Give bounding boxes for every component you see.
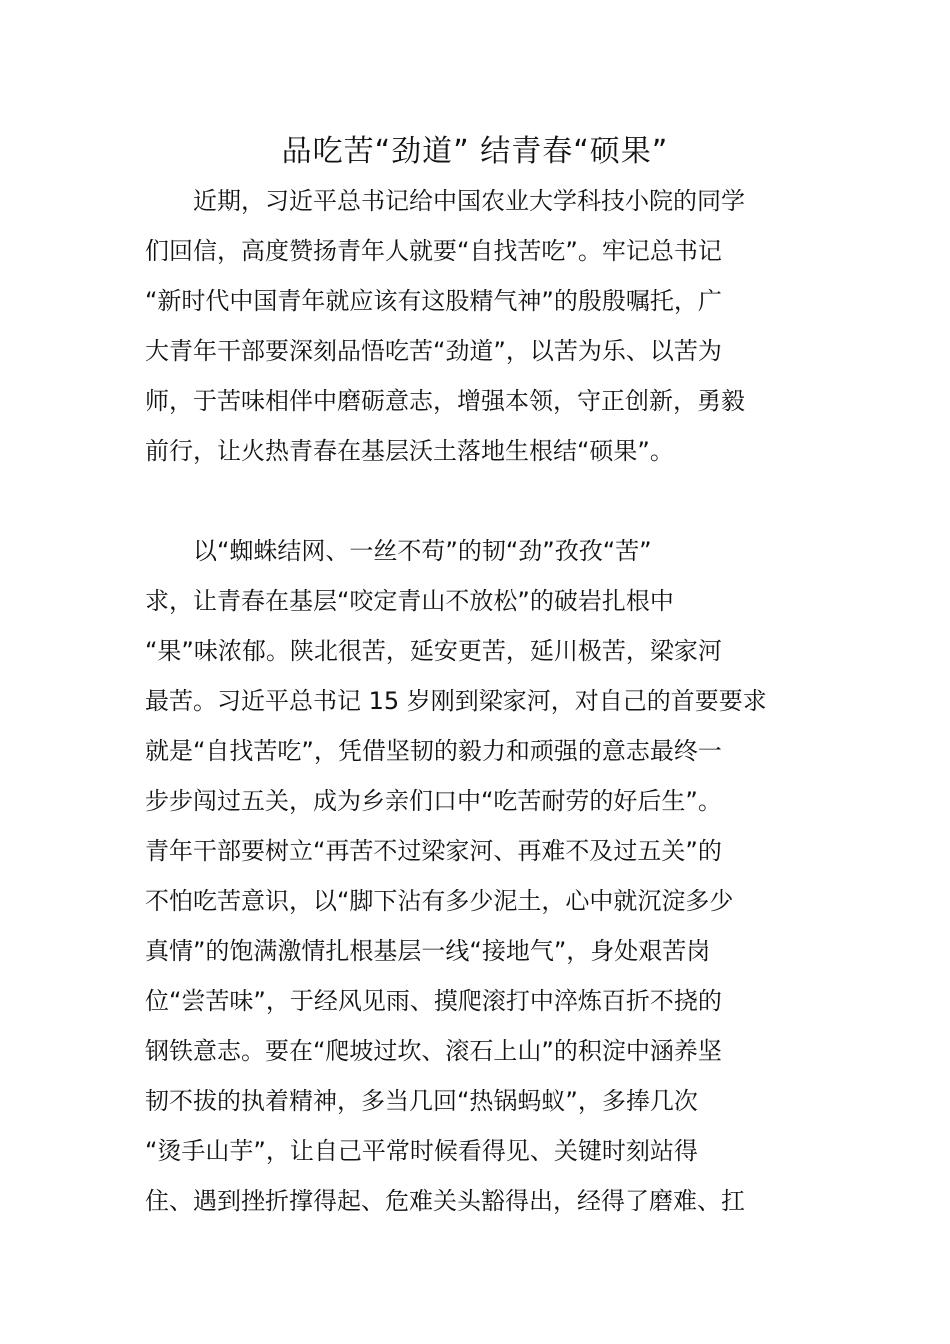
text-line: “果”味浓郁。陕北很苦，延安更苦，延川极苦，梁家河 — [145, 637, 722, 665]
text-line: “新时代中国青年就应该有这股精气神”的殷殷嘱托，广 — [145, 287, 722, 315]
text-line: 们回信，高度赞扬青年人就要“自找苦吃”。牢记总书记 — [145, 237, 722, 265]
text-line: 就是“自找苦吃”，凭借坚韧的毅力和顽强的意志最终一 — [145, 737, 722, 765]
text-line: “烫手山芋”，让自己平常时候看得见、关键时刻站得 — [145, 1137, 698, 1165]
text-line: 以“蜘蛛结网、一丝不苟”的韧“劲”孜孜“苦” — [193, 537, 652, 565]
text-line: 求，让青春在基层“咬定青山不放松”的破岩扎根中 — [145, 587, 674, 615]
text-line: 韧不拔的执着精神，多当几回“热锅蚂蚁”，多捧几次 — [145, 1087, 698, 1115]
text-line: 大青年干部要深刻品悟吃苦“劲道”，以苦为乐、以苦为 — [145, 337, 722, 365]
text-line: 住、遇到挫折撑得起、危难关头豁得出，经得了磨难、扛 — [145, 1187, 745, 1215]
document-title: 品吃苦“劲道” 结青春“硕果” — [281, 134, 669, 169]
text-line: 步步闯过五关，成为乡亲们口中“吃苦耐劳的好后生”。 — [145, 787, 722, 815]
text-line: 近期，习近平总书记给中国农业大学科技小院的同学 — [193, 187, 745, 215]
paragraph-2 — [145, 526, 810, 1226]
document-body — [145, 176, 810, 1226]
paragraph-gap — [145, 476, 810, 526]
text-line: 不怕吃苦意识，以“脚下沾有多少泥土，心中就沉淀多少 — [145, 887, 734, 915]
paragraph-1 — [145, 176, 810, 476]
text-line: 师，于苦味相伴中磨砺意志，增强本领，守正创新，勇毅 — [145, 387, 745, 415]
text-line: 真情”的饱满激情扎根基层一线“接地气”，身处艰苦岗 — [145, 937, 711, 965]
text-line: 最苦。习近平总书记 15 岁刚到梁家河，对自己的首要要求 — [145, 687, 767, 715]
text-line: 钢铁意志。要在“爬坡过坎、滚石上山”的积淀中涵养坚 — [145, 1037, 722, 1065]
text-line: 位“尝苦味”，于经风见雨、摸爬滚打中淬炼百折不挠的 — [145, 987, 722, 1015]
text-line: 前行，让火热青春在基层沃土落地生根结“硕果”。 — [145, 437, 674, 465]
text-line: 青年干部要树立“再苦不过梁家河、再难不及过五关”的 — [145, 837, 722, 865]
